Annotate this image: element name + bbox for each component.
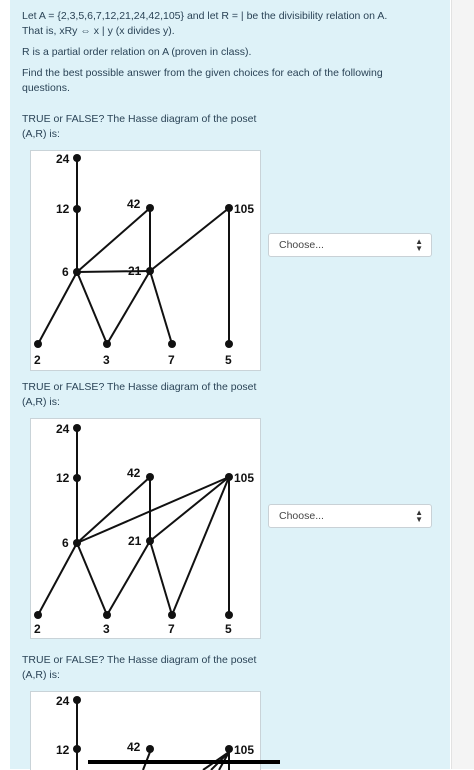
node-label-21: 21 [128,264,142,278]
intro-line-3: R is a partial order relation on A (proven in class). [22,46,252,58]
question-2-text: TRUE or FALSE? The Hasse diagram of the poset (A,R) is: [22,381,257,408]
node-label-105: 105 [234,202,255,216]
home-indicator-bar [88,760,280,764]
updown-arrows-icon: ▲ ▼ [415,508,423,524]
hasse-diagram-3-svg [31,692,260,770]
node-label-12: 12 [56,202,70,216]
node-label-6: 6 [62,265,69,279]
answer-select-1[interactable] [268,233,432,257]
node-label-24: 24 [56,152,70,166]
node-label-12: 12 [56,471,70,485]
node-label-3: 3 [103,353,110,367]
node-label-7: 7 [168,353,175,367]
scrollbar[interactable] [451,0,474,769]
intro-line-2: That is, xRy ⇔ x | y (x divides y). [22,25,175,37]
question-3-text: TRUE or FALSE? The Hasse diagram of the poset (A,R) is: [22,654,257,681]
node-label-105: 105 [234,743,255,757]
node-label-6: 6 [62,536,69,550]
intro-text [22,9,422,102]
node-label-24: 24 [56,422,70,436]
hasse-diagram-1 [30,150,261,371]
node-label-24: 24 [56,694,70,708]
answer-select-1-value: Choose... [279,239,324,251]
node-label-5: 5 [225,353,232,367]
node-label-7: 7 [168,622,175,636]
node-label-2: 2 [34,622,41,636]
node-label-3: 3 [103,622,110,636]
node-label-42: 42 [127,740,141,754]
intro-line-4: Find the best possible answer from the given choices for each of the following questions. [22,67,383,94]
hasse-diagram-1-svg [31,151,260,370]
node-label-12: 12 [56,743,70,757]
node-label-105: 105 [234,471,255,485]
node-label-42: 42 [127,466,141,480]
answer-select-2[interactable] [268,504,432,528]
node-label-2: 2 [34,353,41,367]
node-label-42: 42 [127,197,141,211]
updown-arrows-icon: ▲ ▼ [415,237,423,253]
node-label-5: 5 [225,622,232,636]
intro-line-1: Let A = {2,3,5,6,7,12,21,24,42,105} and let R = | be the divisibility relation on A. [22,10,388,22]
answer-select-2-value: Choose... [279,510,324,522]
question-1-text: TRUE or FALSE? The Hasse diagram of the poset (A,R) is: [22,113,257,140]
hasse-diagram-2-svg [31,419,260,638]
node-label-21: 21 [128,534,142,548]
hasse-diagram-2 [30,418,261,639]
hasse-diagram-3 [30,691,261,770]
